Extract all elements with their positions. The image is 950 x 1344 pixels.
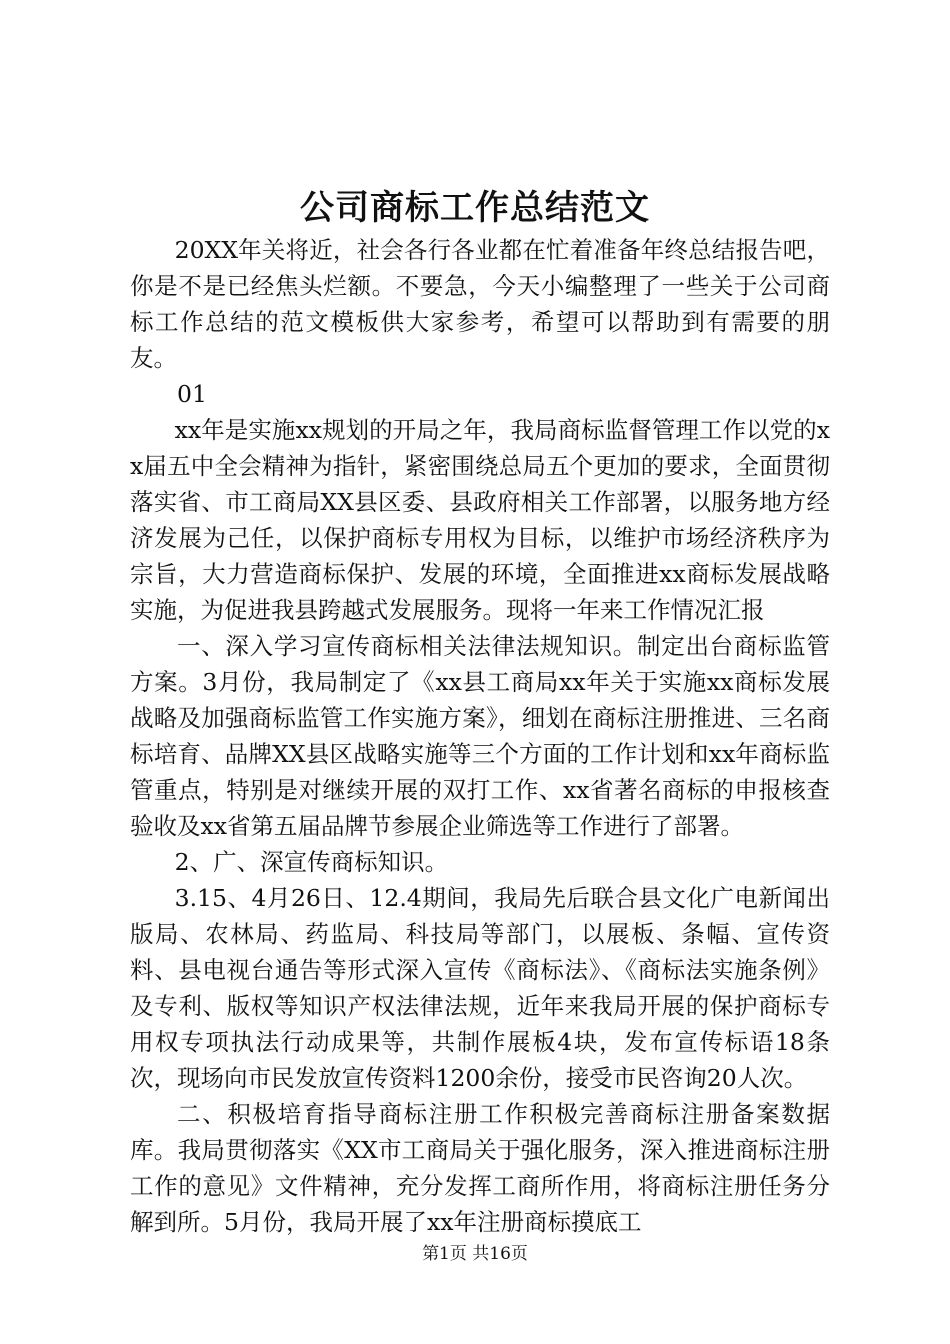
- body-paragraph: 一、深入学习宣传商标相关法律法规知识。制定出台商标监管方案。3月份，我局制定了《xx县工商局xx年关于实施xx商标发展战略及加强商标监管工作实施方案》，细划在商标注册推进、三名商标培育、品牌XX县区战略实施等三个方面的工作计划和xx年商标监管重点，特别是对继续开展的双打工作、xx省著名商标的申报核查验收及xx省第五届品牌节参展企业筛选等工作进行了部署。: [130, 632, 830, 840]
- page-footer: [0, 1242, 950, 1266]
- document-title: 公司商标工作总结范文: [300, 188, 650, 228]
- page-number-label: 第1页 共16页: [422, 1244, 528, 1264]
- body-paragraph: 3.15、4月26日、12.4期间，我局先后联合县文化广电新闻出版局、农林局、药监局、科技局等部门，以展板、条幅、宣传资料、县电视台通告等形式深入宣传《商标法》、《商标法实施条例》及专利、版权等知识产权法律法规，近年来我局开展的保护商标专用权专项执法行动成果等，共制作展板4块，发布宣传标语18条次，现场向市民发放宣传资料1200余份，接受市民咨询20人次。: [130, 884, 830, 1092]
- subheading-paragraph: 2、广、深宣传商标知识。: [174, 848, 449, 876]
- intro-paragraph: 20XX年关将近，社会各行各业都在忙着准备年终总结报告吧，你是不是已经焦头烂额。不要急，今天小编整理了一些关于公司商标工作总结的范文模板供大家参考，希望可以帮助到有需要的朋友。: [130, 236, 830, 372]
- document-body: [130, 232, 830, 1240]
- section-number: 01: [177, 380, 207, 408]
- body-paragraph: xx年是实施xx规划的开局之年，我局商标监督管理工作以党的xx届五中全会精神为指针，紧密围绕总局五个更加的要求，全面贯彻落实省、市工商局XX县区委、县政府相关工作部署，以服务地方经济发展为己任，以保护商标专用权为目标，以维护市场经济秩序为宗旨，大力营造商标保护、发展的环境，全面推进xx商标发展战略实施，为促进我县跨越式发展服务。现将一年来工作情况汇报: [130, 416, 830, 624]
- body-paragraph: 二、积极培育指导商标注册工作积极完善商标注册备案数据库。我局贯彻落实《XX市工商局关于强化服务，深入推进商标注册工作的意见》文件精神，充分发挥工商所作用，将商标注册任务分解到所。5月份，我局开展了xx年注册商标摸底工: [130, 1100, 830, 1236]
